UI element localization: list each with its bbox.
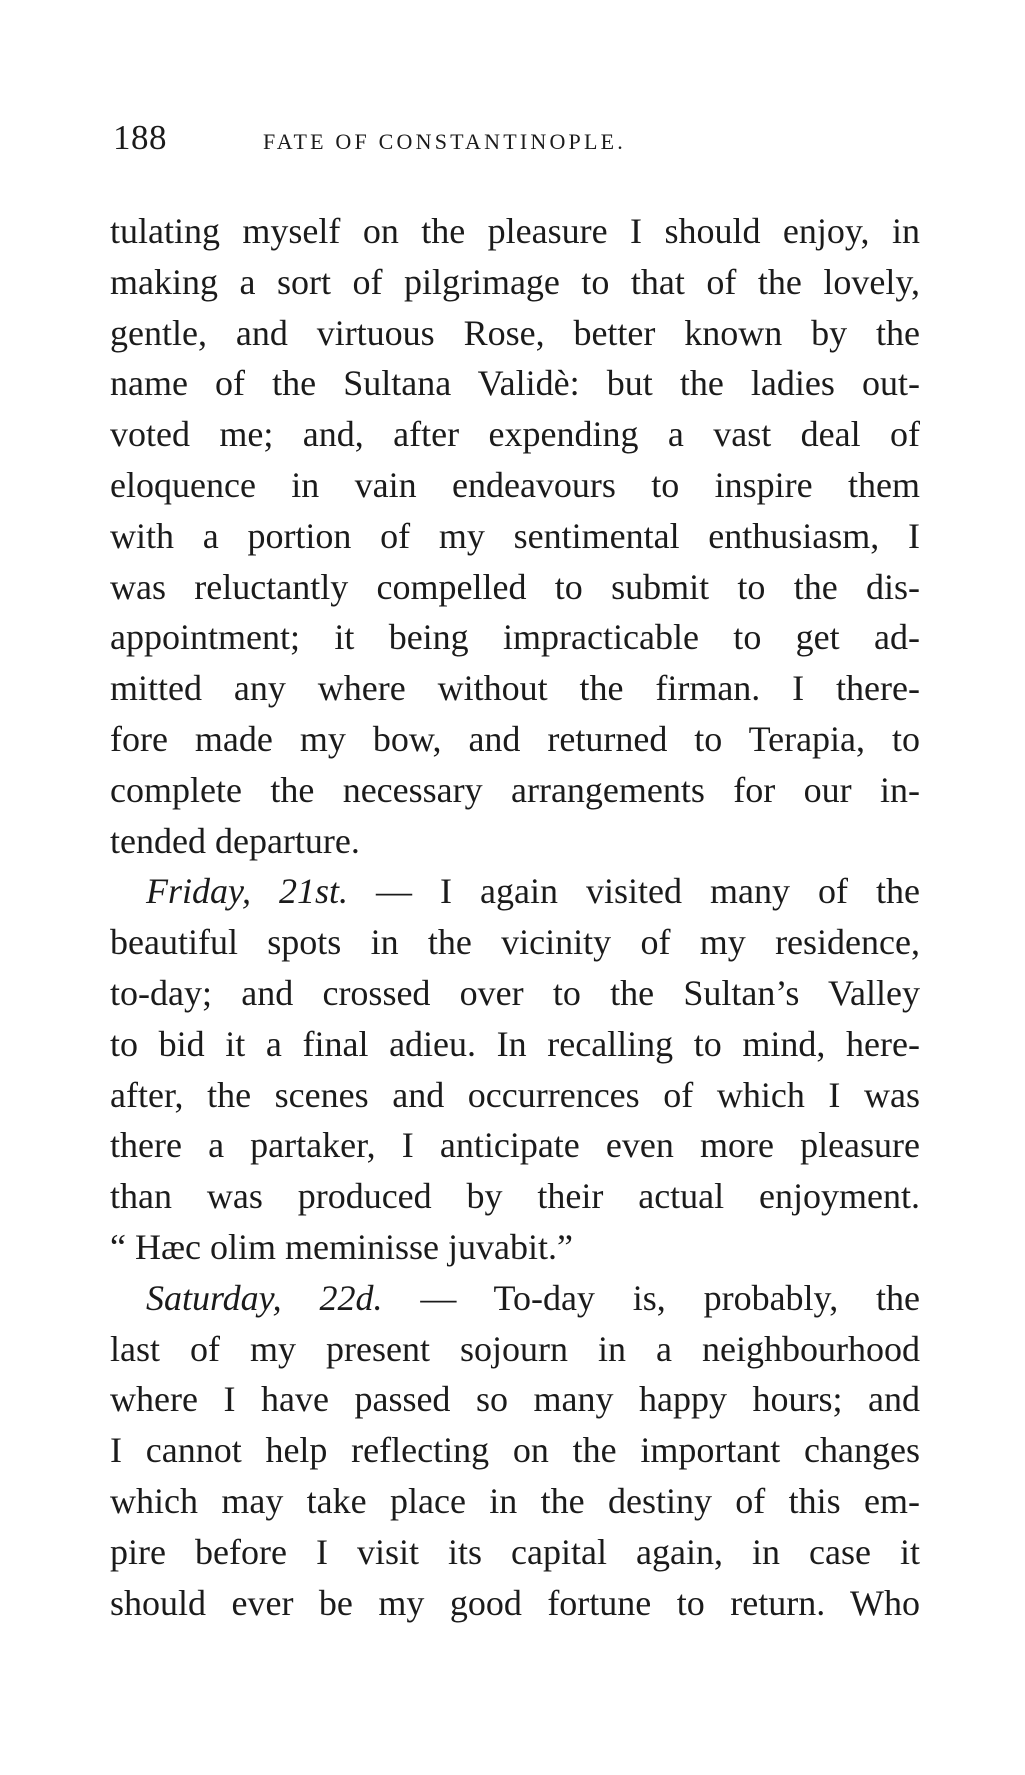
page-number: 188 bbox=[113, 118, 167, 157]
text-line: should ever be my good fortune to return. Who bbox=[110, 1582, 920, 1623]
text-line: where I have passed so many happy hours; and bbox=[110, 1379, 920, 1420]
text-line: fore made my bow, and returned to Terapia, to bbox=[110, 718, 920, 759]
text-line: which may take place in the destiny of this em- bbox=[110, 1480, 920, 1521]
text-line: tulating myself on the pleasure I should enjoy, in bbox=[110, 211, 920, 251]
text-line: to bid it a final adieu. In recalling to mind, here- bbox=[110, 1023, 920, 1064]
page-header bbox=[113, 118, 913, 178]
text-line: I cannot help reflecting on the important changes bbox=[110, 1430, 920, 1471]
text-line: was reluctantly compelled to submit to the dis- bbox=[110, 566, 920, 607]
quotation-line: “ Hæc olim meminisse juvabit.” bbox=[110, 1226, 573, 1267]
text-line: tended departure. bbox=[110, 820, 360, 861]
text-line: last of my present sojourn in a neighbourhood bbox=[110, 1328, 920, 1369]
running-head: FATE OF CONSTANTINOPLE. bbox=[263, 129, 626, 154]
entry-date: Saturday, 22d. bbox=[146, 1277, 383, 1318]
text-line: beautiful spots in the vicinity of my residence, bbox=[110, 922, 920, 963]
text-line: appointment; it being impracticable to get ad- bbox=[110, 617, 920, 658]
text-line: complete the necessary arrangements for our in- bbox=[110, 769, 920, 810]
text-line: making a sort of pilgrimage to that of the lovely, bbox=[110, 261, 920, 302]
text-line: gentle, and virtuous Rose, better known by the bbox=[110, 312, 920, 353]
diary-entry-friday: Friday, 21st. — I again visited many of the bbox=[146, 871, 921, 912]
body-text bbox=[110, 206, 920, 1628]
text-line: there a partaker, I anticipate even more pleasure bbox=[110, 1125, 920, 1166]
text-line: than was produced by their actual enjoyment. bbox=[110, 1176, 920, 1217]
text-line: mitted any where without the firman. I there- bbox=[110, 668, 920, 709]
text-line: eloquence in vain endeavours to inspire them bbox=[110, 464, 920, 505]
entry-date: Friday, 21st. bbox=[146, 871, 349, 912]
text-line: voted me; and, after expending a vast deal of bbox=[110, 414, 920, 455]
diary-entry-saturday: Saturday, 22d. — To-day is, probably, the bbox=[146, 1277, 921, 1318]
text-line: after, the scenes and occurrences of which I was bbox=[110, 1074, 920, 1115]
text-line: with a portion of my sentimental enthusiasm, I bbox=[110, 515, 920, 556]
text-line: to-day; and crossed over to the Sultan’s Valley bbox=[110, 972, 920, 1013]
text-line: name of the Sultana Validè: but the ladies out- bbox=[110, 363, 920, 404]
text-line: pire before I visit its capital again, in case it bbox=[110, 1531, 920, 1572]
